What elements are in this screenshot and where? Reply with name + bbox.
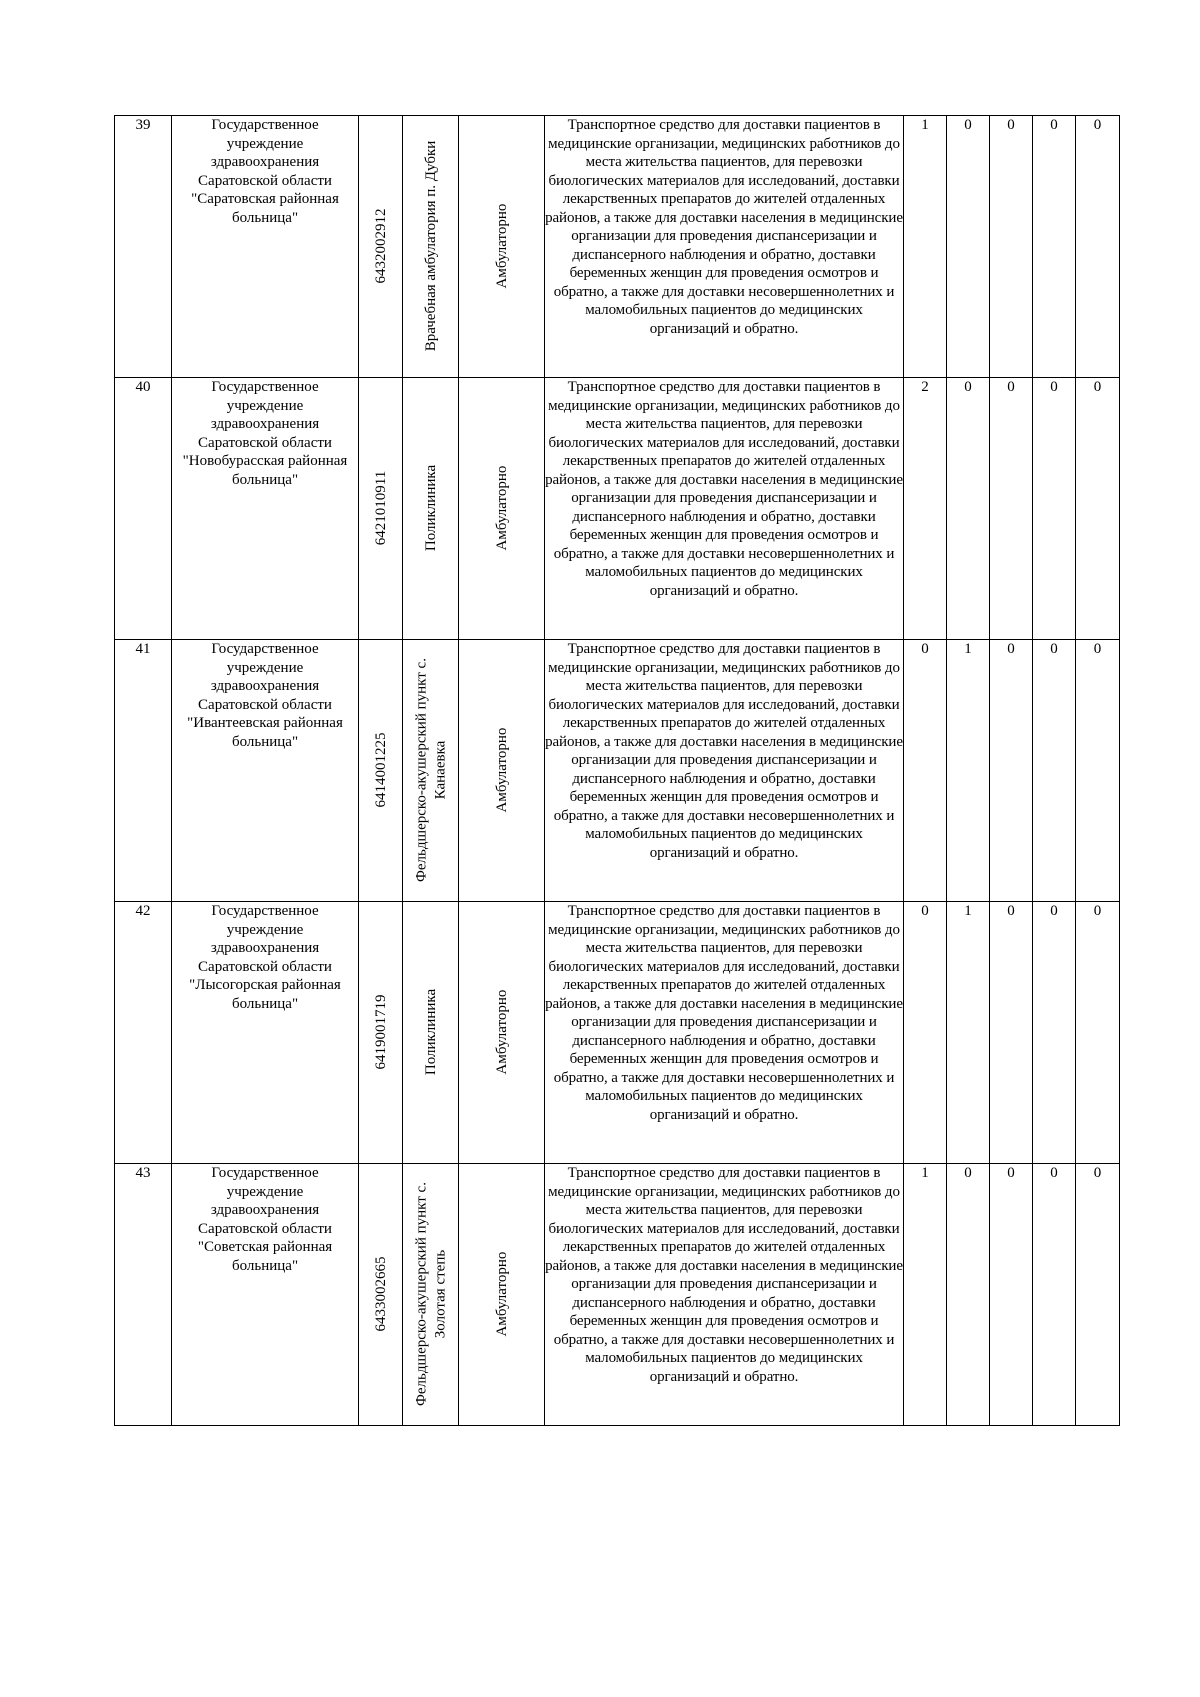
count-cell-1: 1 — [904, 116, 947, 378]
care-type: Амбулаторно — [493, 465, 510, 551]
count-cell-1: 0 — [904, 902, 947, 1164]
count-cell-2: 1 — [947, 902, 990, 1164]
count-cell-4: 0 — [1033, 378, 1076, 640]
count-cell-2: 1 — [947, 640, 990, 902]
care-type: Амбулаторно — [493, 203, 510, 289]
row-number: 40 — [115, 378, 172, 640]
organization-name: Государственное учреждение здравоохранения Саратовской области "Новобурасская районная больница" — [172, 378, 359, 640]
count-cell-2: 0 — [947, 116, 990, 378]
unit-cell — [403, 116, 459, 378]
care-cell — [459, 378, 545, 640]
count-cell-4: 0 — [1033, 902, 1076, 1164]
organization-name: Государственное учреждение здравоохранения Саратовской области "Советская районная больница" — [172, 1164, 359, 1426]
count-cell-1: 1 — [904, 1164, 947, 1426]
row-number: 39 — [115, 116, 172, 378]
care-type: Амбулаторно — [493, 727, 510, 813]
table-row — [115, 378, 1120, 640]
table-row — [115, 640, 1120, 902]
count-cell-3: 0 — [990, 1164, 1033, 1426]
table-row — [115, 116, 1120, 378]
count-cell-4: 0 — [1033, 1164, 1076, 1426]
organization-name: Государственное учреждение здравоохранения Саратовской области "Саратовская районная больница" — [172, 116, 359, 378]
unit-name: Фельдшерско-акушерский пункт с. Канаевка — [413, 658, 448, 882]
count-cell-5: 0 — [1076, 116, 1120, 378]
care-cell — [459, 116, 545, 378]
unit-name: Фельдшерско-акушерский пункт с. Золотая степь — [413, 1182, 448, 1406]
care-cell — [459, 640, 545, 902]
inn-value: 6421010911 — [372, 470, 389, 546]
table-row — [115, 1164, 1120, 1426]
count-cell-3: 0 — [990, 640, 1033, 902]
count-cell-1: 0 — [904, 640, 947, 902]
table-row — [115, 902, 1120, 1164]
inn-cell — [359, 116, 403, 378]
inn-cell — [359, 378, 403, 640]
count-cell-3: 0 — [990, 902, 1033, 1164]
vehicle-description: Транспортное средство для доставки пациентов в медицинские организации, медицинских работников до места жительства пациентов, для перевозки биологических материалов для исследований, доставки лекарственных препаратов до жителей отдаленных районов, а также для доставки населения в медицинские организации для проведения диспансеризации и диспансерного наблюдения и обратно, доставки беременных женщин для проведения осмотров и обратно, а также для доставки несовершеннолетних и маломобильных пациентов до медицинских организаций и обратно. — [545, 640, 904, 902]
count-cell-5: 0 — [1076, 1164, 1120, 1426]
unit-name: Поликлиника — [422, 464, 439, 552]
care-type: Амбулаторно — [493, 989, 510, 1075]
unit-cell — [403, 1164, 459, 1426]
vehicle-description: Транспортное средство для доставки пациентов в медицинские организации, медицинских работников до места жительства пациентов, для перевозки биологических материалов для исследований, доставки лекарственных препаратов до жителей отдаленных районов, а также для доставки населения в медицинские организации для проведения диспансеризации и диспансерного наблюдения и обратно, доставки беременных женщин для проведения осмотров и обратно, а также для доставки несовершеннолетних и маломобильных пациентов до медицинских организаций и обратно. — [545, 902, 904, 1164]
inn-cell — [359, 902, 403, 1164]
count-cell-3: 0 — [990, 378, 1033, 640]
count-cell-3: 0 — [990, 116, 1033, 378]
unit-cell — [403, 378, 459, 640]
inn-value: 6433002665 — [372, 1256, 389, 1332]
count-cell-2: 0 — [947, 1164, 990, 1426]
row-number: 41 — [115, 640, 172, 902]
count-cell-1: 2 — [904, 378, 947, 640]
organization-name: Государственное учреждение здравоохранения Саратовской области "Ивантеевская районная больница" — [172, 640, 359, 902]
inn-value: 6419001719 — [372, 994, 389, 1070]
inn-cell — [359, 640, 403, 902]
count-cell-5: 0 — [1076, 902, 1120, 1164]
unit-name: Врачебная амбулатория п. Дубки — [422, 140, 439, 352]
care-cell — [459, 1164, 545, 1426]
count-cell-4: 0 — [1033, 116, 1076, 378]
unit-cell — [403, 640, 459, 902]
unit-cell — [403, 902, 459, 1164]
care-type: Амбулаторно — [493, 1251, 510, 1337]
organization-name: Государственное учреждение здравоохранения Саратовской области "Лысогорская районная больница" — [172, 902, 359, 1164]
vehicle-description: Транспортное средство для доставки пациентов в медицинские организации, медицинских работников до места жительства пациентов, для перевозки биологических материалов для исследований, доставки лекарственных препаратов до жителей отдаленных районов, а также для доставки населения в медицинские организации для проведения диспансеризации и диспансерного наблюдения и обратно, доставки беременных женщин для проведения осмотров и обратно, а также для доставки несовершеннолетних и маломобильных пациентов до медицинских организаций и обратно. — [545, 378, 904, 640]
medical-transport-table — [114, 115, 1120, 1426]
count-cell-5: 0 — [1076, 378, 1120, 640]
row-number: 42 — [115, 902, 172, 1164]
unit-name: Поликлиника — [422, 988, 439, 1076]
vehicle-description: Транспортное средство для доставки пациентов в медицинские организации, медицинских работников до места жительства пациентов, для перевозки биологических материалов для исследований, доставки лекарственных препаратов до жителей отдаленных районов, а также для доставки населения в медицинские организации для проведения диспансеризации и диспансерного наблюдения и обратно, доставки беременных женщин для проведения осмотров и обратно, а также для доставки несовершеннолетних и маломобильных пациентов до медицинских организаций и обратно. — [545, 116, 904, 378]
care-cell — [459, 902, 545, 1164]
inn-value: 6432002912 — [372, 208, 389, 284]
count-cell-5: 0 — [1076, 640, 1120, 902]
inn-cell — [359, 1164, 403, 1426]
vehicle-description: Транспортное средство для доставки пациентов в медицинские организации, медицинских работников до места жительства пациентов, для перевозки биологических материалов для исследований, доставки лекарственных препаратов до жителей отдаленных районов, а также для доставки населения в медицинские организации для проведения диспансеризации и диспансерного наблюдения и обратно, доставки беременных женщин для проведения осмотров и обратно, а также для доставки несовершеннолетних и маломобильных пациентов до медицинских организаций и обратно. — [545, 1164, 904, 1426]
count-cell-2: 0 — [947, 378, 990, 640]
count-cell-4: 0 — [1033, 640, 1076, 902]
inn-value: 6414001225 — [372, 732, 389, 808]
row-number: 43 — [115, 1164, 172, 1426]
